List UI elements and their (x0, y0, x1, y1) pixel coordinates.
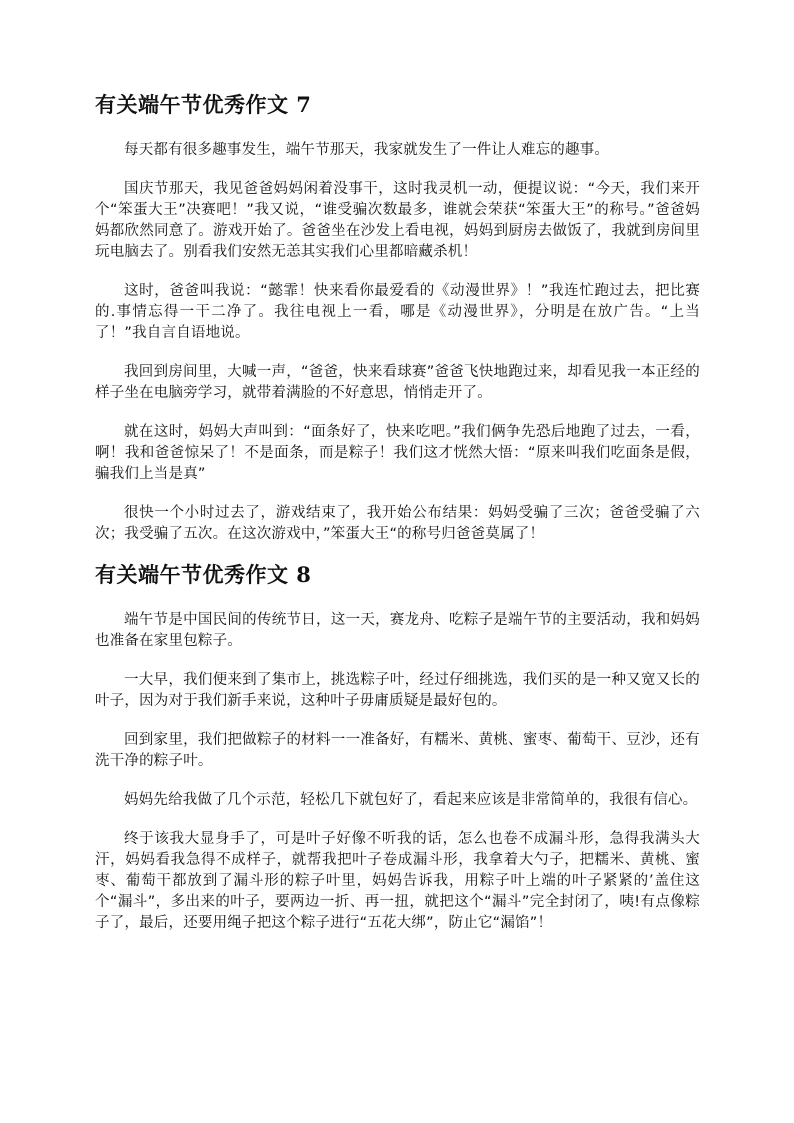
paragraph: 很快一个小时过去了，游戏结束了，我开始公布结果：妈妈受骗了三次；爸爸受骗了六次；我受骗了五次。在这次游戏中，”笨蛋大王“的称号归爸爸莫属了！ (95, 505, 700, 542)
paragraph: 妈妈先给我做了几个示范，轻松几下就包好了，看起来应该是非常简单的，我很有信心。 (124, 792, 698, 808)
paragraph: 端午节是中国民间的传统节日，这一天，赛龙舟、吃粽子是端午节的主要活动，我和妈妈也准备在家里包粽子。 (95, 612, 700, 649)
paragraph: 回到家里，我们把做粽子的材料一一准备好，有糯米、黄桃、蜜枣、葡萄干、豆沙，还有洗干净的粽子叶。 (95, 732, 700, 769)
paragraph: 终于该我大显身手了，可是叶子好像不听我的话，怎么也卷不成漏斗形，急得我满头大汗，妈妈看我急得不成样子，就帮我把叶子卷成漏斗形，我拿着大勺子，把糯米、黄桃、蜜枣、葡萄干都放到了漏斗形的粽子叶里，妈妈告诉我，用粽子叶上端的叶子紧紧的’盖住这个“漏斗”，多出来的叶子，要两边一折、再一扭，就把这个“漏斗”完全封闭了，咦!有点像粽子了，最后，还要用绳子把这个粽子进行“五花大绑”，防止它“漏馅”！ (95, 831, 700, 931)
paragraph: 就在这时，妈妈大声叫到：“面条好了，快来吃吧。”我们俩争先恐后地跑了过去，一看，啊！我和爸爸惊呆了！不是面条，而是粽子！我们这才恍然大悟：“原来叫我们吃面条是假，骗我们上当是真” (95, 424, 700, 482)
essay-section-8 (95, 560, 700, 934)
paragraph: 国庆节那天，我见爸爸妈妈闲着没事干，这时我灵机一动，便提议说：“今天，我们来开个“笨蛋大王”决赛吧！”我又说，“谁受骗次数最多，谁就会荣获“笨蛋大王”的称号。”爸爸妈妈都欣然同意了。游戏开始了。爸爸坐在沙发上看电视，妈妈到厨房去做饭了，我就到房间里玩电脑去了。别看我们安然无恙其实我们心里都暗藏杀机！ (95, 181, 700, 260)
paragraph: 这时，爸爸叫我说：“懿霏！快来看你最爱看的《动漫世界》！”我连忙跑过去，把比赛的.事情忘得一干二净了。我往电视上一看，哪是《动漫世界》，分明是在放广告。“上当了！”我自言自语地说。 (95, 283, 700, 341)
paragraph: 一大早，我们便来到了集市上，挑选粽子叶，经过仔细挑选，我们买的是一种又宽又长的叶子，因为对于我们新手来说，这种叶子毋庸质疑是最好包的。 (95, 672, 700, 709)
document-content (95, 90, 700, 952)
paragraph: 每天都有很多趣事发生，端午节那天，我家就发生了一件让人难忘的趣事。 (124, 142, 610, 158)
section-title: 有关端午节优秀作文 8 (95, 562, 312, 587)
paragraph: 我回到房间里，大喊一声，“爸爸，快来看球赛”爸爸飞快地跑过来，却看见我一本正经的样子坐在电脑旁学习，就带着满脸的不好意思，悄悄走开了。 (95, 364, 700, 401)
section-title: 有关端午节优秀作文 7 (95, 92, 312, 117)
essay-section-7 (95, 90, 700, 545)
